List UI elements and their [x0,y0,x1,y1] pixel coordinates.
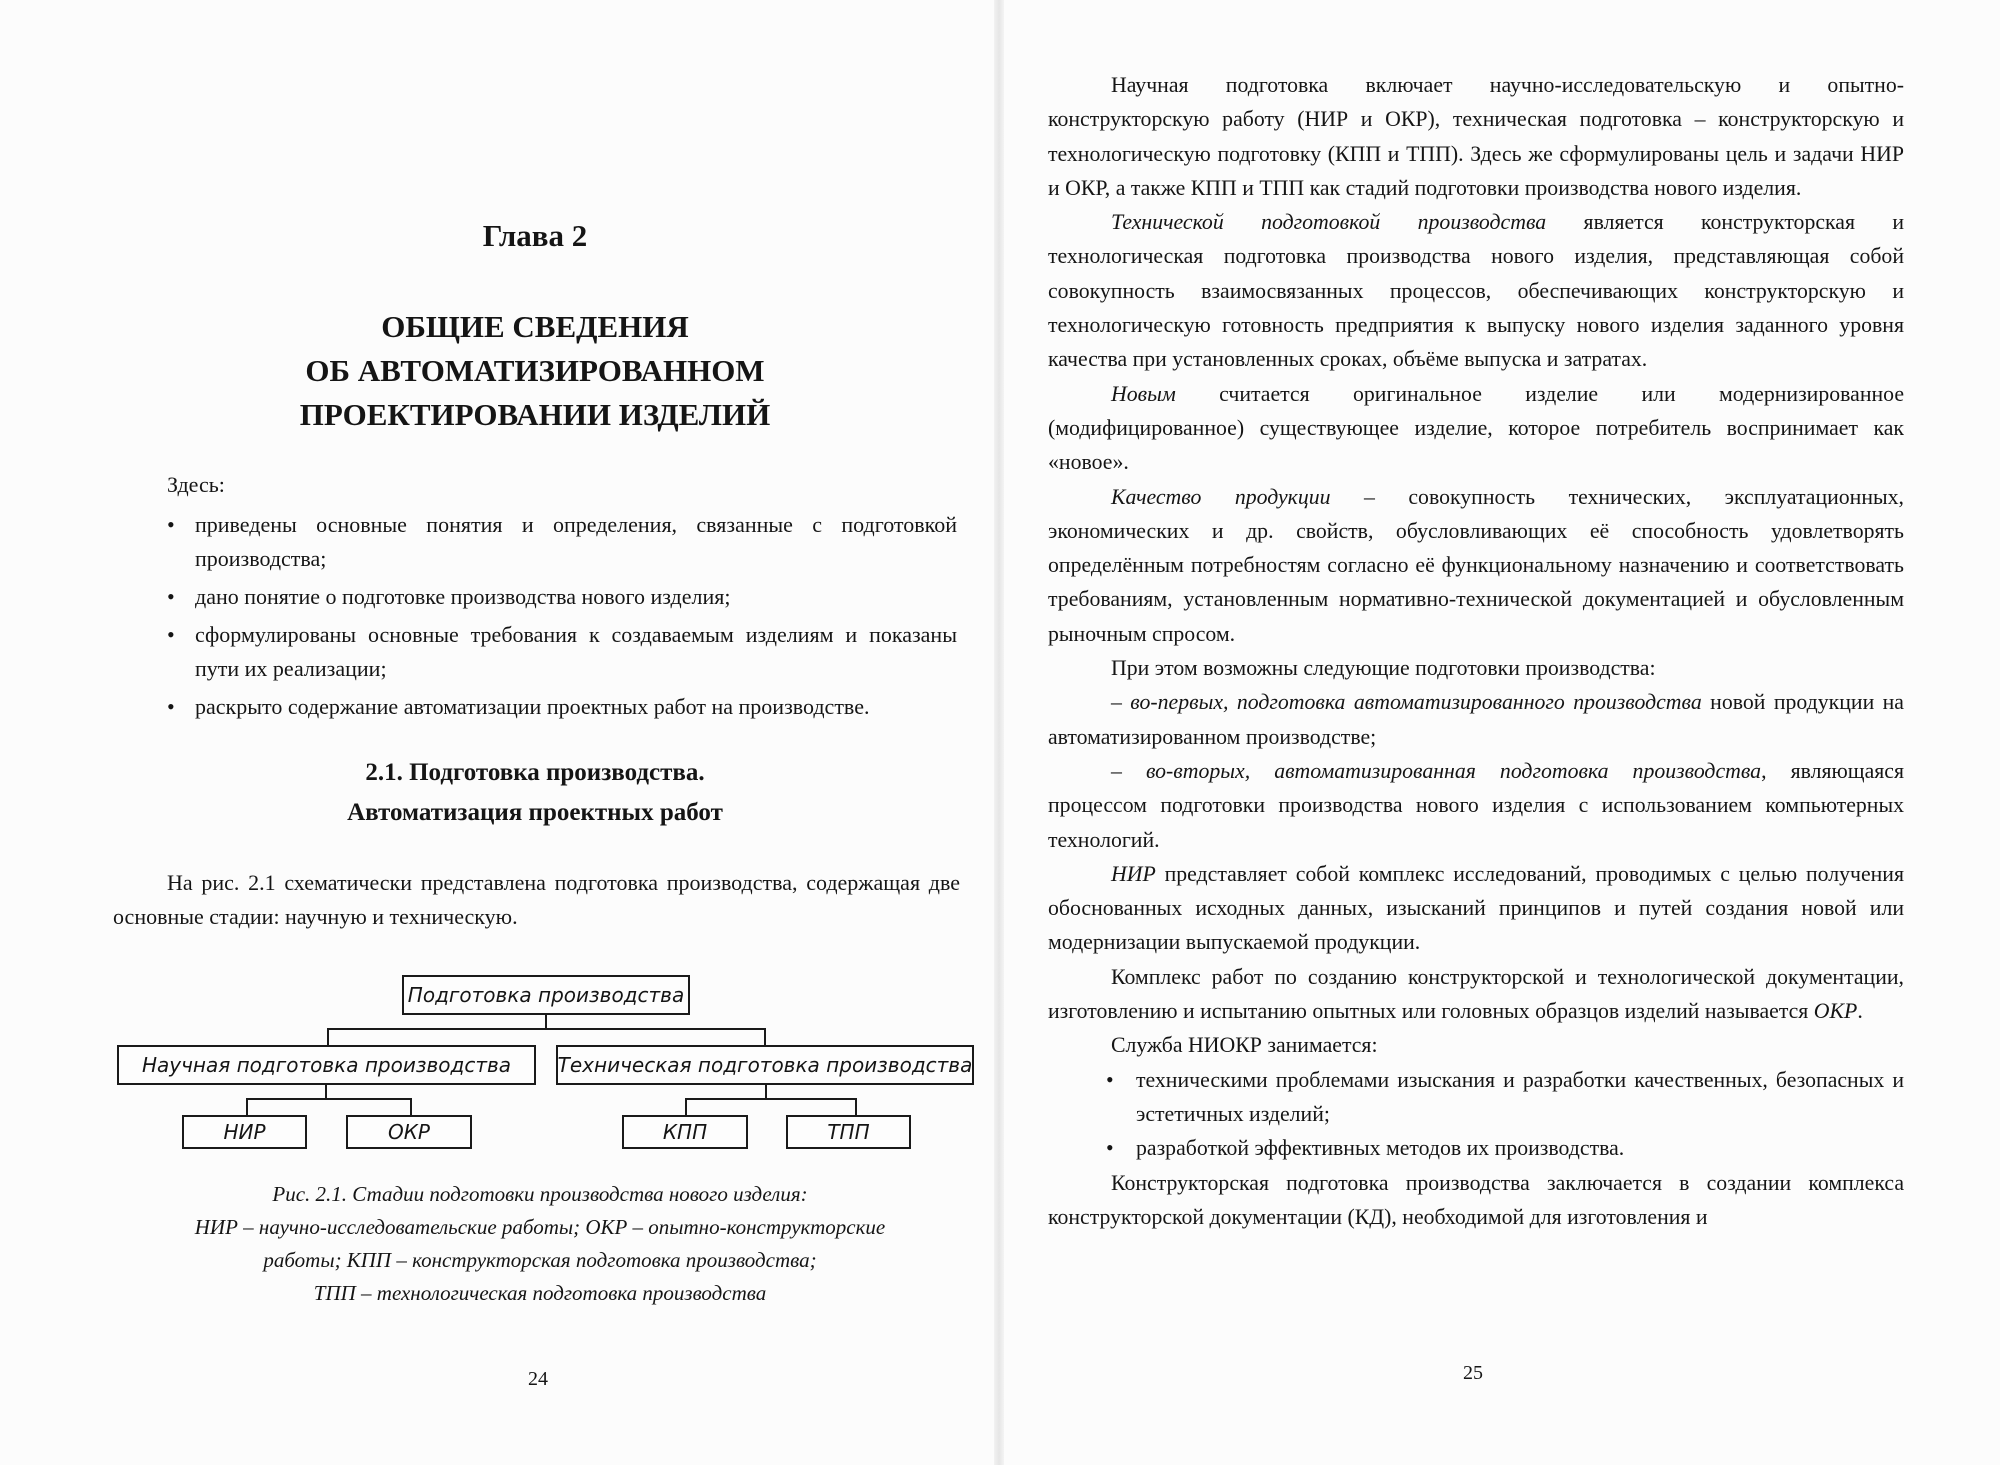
here-label: Здесь: [167,472,225,497]
term: – во-первых, подготовка автоматизированного производства [1111,690,1702,715]
niokr-list [1048,1063,1904,1166]
list-item: • приведены основные понятия и определения, связанные с подготовкой производства; [167,508,957,576]
connector [685,1098,857,1100]
connector [545,1015,547,1029]
paragraph: Научная подготовка включает научно-исследовательскую и опытно-конструкторскую работу (НИР и ОКР), техническая подготовка – конструкторскую и технологическую подготовку (КПП и ТПП). Здесь же сформулированы цель и задачи НИР и ОКР, а также КПП и ТПП как стадий подготовки производства нового изделия. [1048,73,1904,200]
caption-line: работы; КПП – конструкторская подготовка производства; [263,1248,817,1272]
term: Технической подготовкой производства [1111,210,1547,235]
chapter-label: Глава 2 [482,218,588,253]
diagram-leaf-nir: НИР [182,1115,307,1149]
chapter-title-line: ОБ АВТОМАТИЗИРОВАННОМ [305,353,765,388]
connector [246,1098,412,1100]
connector [855,1098,857,1116]
term: Новым [1111,381,1176,406]
paragraph: При этом возможны следующие подготовки производства: [1111,656,1656,681]
connector [410,1098,412,1116]
paragraph: Качество продукции – совокупность технических, эксплуатационных, экономических и др. свойств, обусловливающих её способность удовлетворять определённым потребностям согласно её функциональному назначению и соответствовать требованиям, установленным нормативно-технической документацией и обусловленным рыночным спросом. [1048,484,1904,646]
term: – во-вторых, автоматизированная подготовка производства [1111,758,1762,783]
diagram-root-box: Подготовка производства [402,975,690,1015]
section-heading-line: Автоматизация проектных работ [347,799,723,826]
diagram-leaf-tpp: ТПП [786,1115,911,1149]
term: ОКР [1813,999,1858,1024]
paragraph: Технической подготовкой производства является конструкторская и технологическая подготовка производства нового изделия, представляющая собой совокупность взаимосвязанных процессов, обеспечивающих конструкторскую и технологическую готовность предприятия к выпуску нового изделия заданного уровня качества при установленных сроках, объёме выпуска и затратах. [1048,210,1905,372]
dash-item: – во-вторых, автоматизированная подготовка производства, являющаяся процессом подготовки производства нового изделия с использованием компьютерных технологий. [1048,758,1904,852]
diagram-right-branch-box: Техническая подготовка производства [556,1045,974,1085]
diagram-leaf-kpp: КПП [622,1115,748,1149]
list-item: • разработкой эффективных методов их производства. [1048,1131,1904,1165]
term: Качество продукции [1111,484,1331,509]
connector [327,1028,329,1046]
diagram-leaf-okr: ОКР [346,1115,472,1149]
list-item: • техническими проблемами изыскания и разработки качественных, безопасных и эстетичных изделий; [1048,1063,1904,1132]
term: НИР [1111,861,1156,886]
chapter-title-line: ОБЩИЕ СВЕДЕНИЯ [381,309,689,344]
diagram-left-branch-box: Научная подготовка производства [117,1045,536,1085]
paragraph: Новым считается оригинальное изделие или модернизированное (модифицированное) существующее изделие, которое потребитель воспринимает как «новое». [1048,381,1904,475]
connector [325,1085,327,1099]
connector [685,1098,687,1116]
section-heading [250,753,820,833]
connector [764,1028,766,1046]
list-item: • раскрыто содержание автоматизации проектных работ на производстве. [167,690,957,724]
paragraph: Конструкторская подготовка производства заключается в создании комплекса конструкторской документации (КД), необходимой для изготовления и [1048,1170,1904,1229]
chapter-title-line: ПРОЕКТИРОВАНИИ ИЗДЕЛИЙ [299,397,771,432]
chapter-title [0,305,1070,437]
connector [246,1098,248,1116]
caption-line: ТПП – технологическая подготовка производства [313,1281,767,1305]
paragraph: Служба НИОКР занимается: [1111,1033,1378,1058]
caption-line: НИР – научно-исследовательские работы; ОКР – опытно-конструкторские [194,1215,886,1239]
intro-paragraph: На рис. 2.1 схематически представлена подготовка производства, содержащая две основные стадии: научную и техническую. [113,870,960,929]
connector [327,1028,766,1030]
paragraph: Комплекс работ по созданию конструкторской и технологической документации, изготовлению и испытанию опытных или головных образцов изделий называется ОКР. [1048,964,1904,1024]
dash-item: – во-первых, подготовка автоматизированного производства новой продукции на автоматизированном производстве; [1048,690,1904,749]
chapter-summary-list [167,508,957,728]
list-item: • дано понятие о подготовке производства нового изделия; [167,580,957,614]
connector [765,1085,767,1099]
figure-caption [110,1178,970,1310]
paragraph: НИР представляет собой комплекс исследований, проводимых с целью получения обоснованных исходных данных, изысканий принципов и путей создания новой или модернизации выпускаемой продукции. [1048,861,1904,955]
caption-line: Рис. 2.1. Стадии подготовки производства нового изделия: [272,1182,808,1206]
list-item: • сформулированы основные требования к создаваемым изделиям и показаны пути их реализации; [167,618,957,686]
page-number-right: 25 [1463,1362,1483,1384]
section-heading-line: 2.1. Подготовка производства. [365,759,705,786]
right-page-text [1048,68,1904,1234]
page-number-left: 24 [528,1368,548,1390]
